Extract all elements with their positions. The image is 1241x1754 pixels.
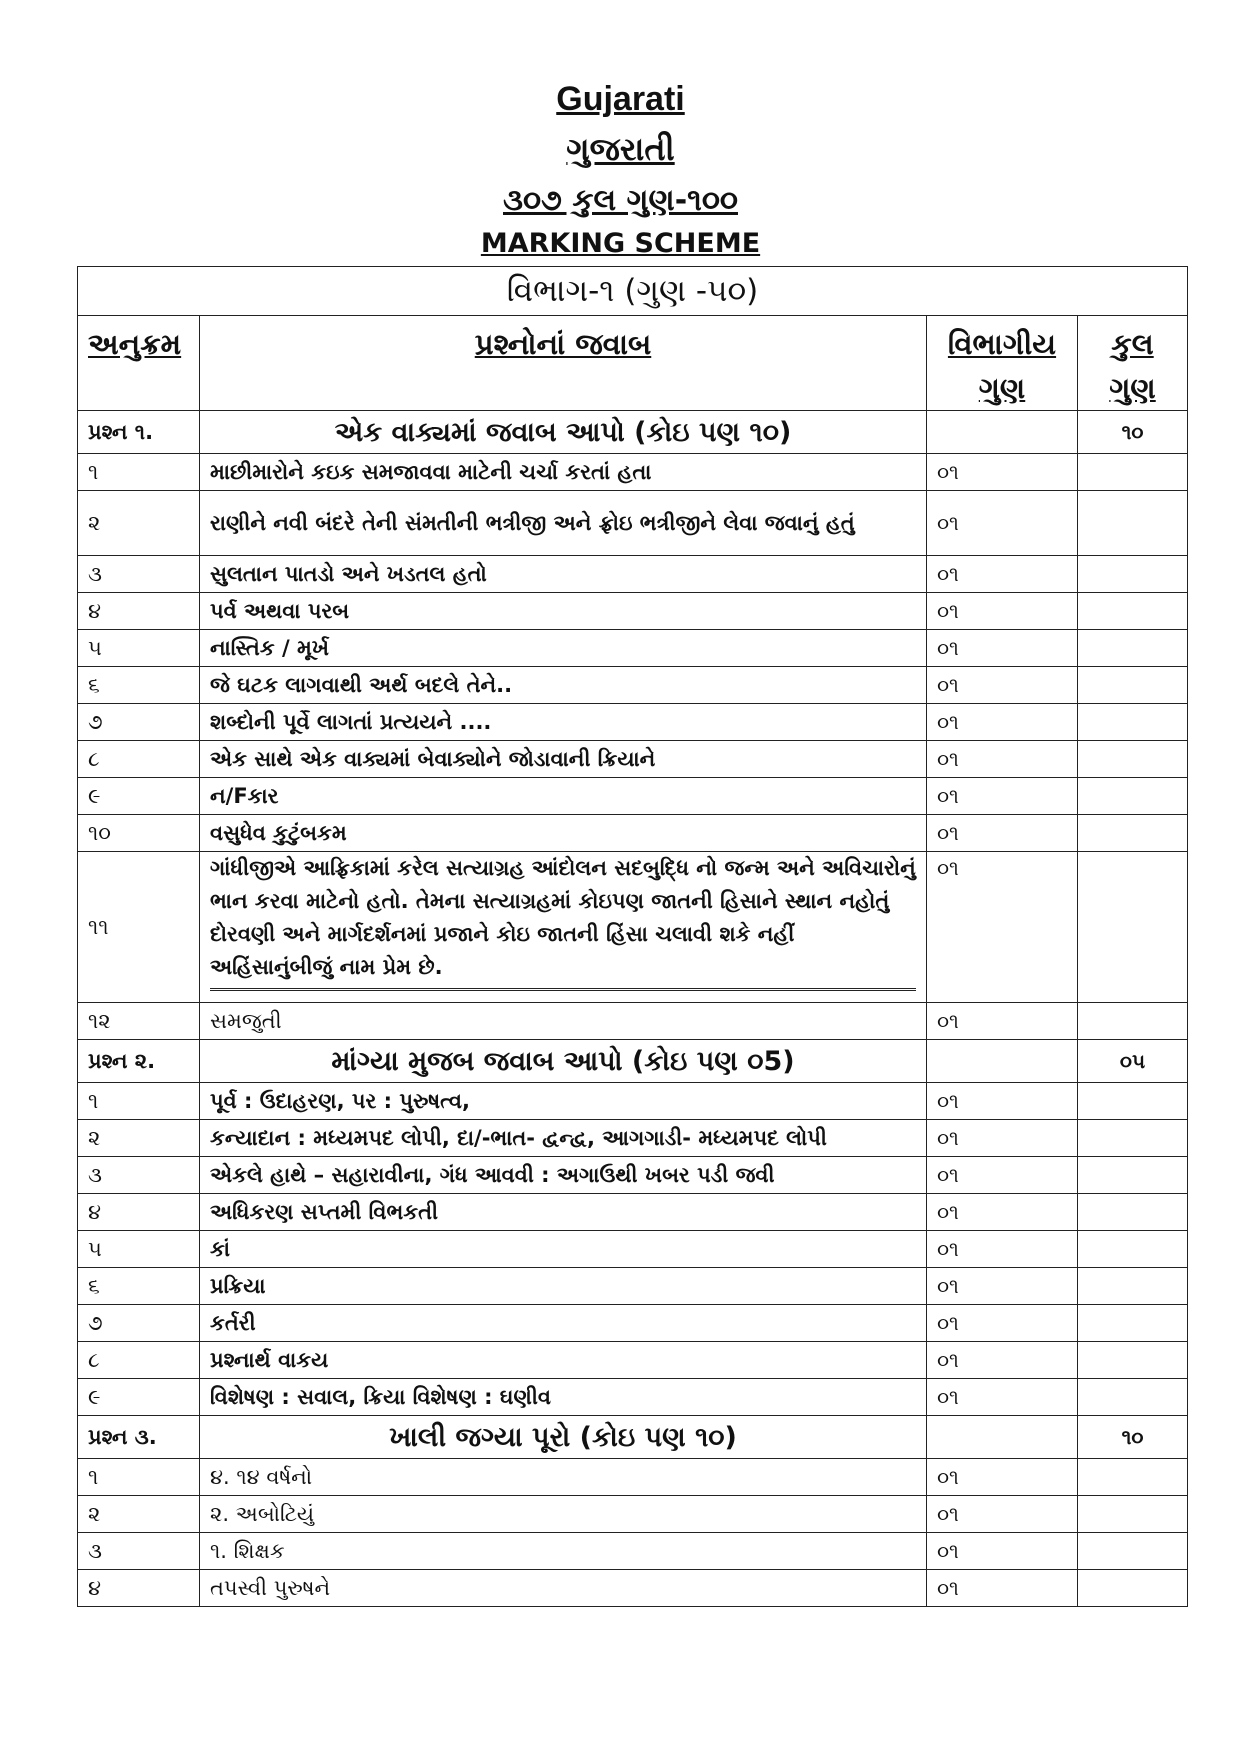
question-header-row: [78, 411, 1188, 454]
row-answer: પ્રક્રિયા: [200, 1268, 927, 1305]
row-answer: વસુધેવ કુટુંબકમ: [200, 815, 927, 852]
table-row: [78, 1305, 1188, 1342]
row-number: ૭: [78, 1305, 200, 1342]
question-header-row: [78, 1040, 1188, 1083]
row-number: ૧૨: [78, 1003, 200, 1040]
row-total-marks-empty: [1078, 1459, 1188, 1496]
table-row: [78, 593, 1188, 630]
row-total-marks-empty: [1078, 1157, 1188, 1194]
table-row: [78, 1194, 1188, 1231]
row-answer: સુલતાન પાતડો અને ખડતલ હતો: [200, 556, 927, 593]
row-total-marks-empty: [1078, 778, 1188, 815]
row-answer: પૂર્વ : ઉદાહરણ, પર : પુરુષત્વ,: [200, 1083, 927, 1120]
question-label: પ્રશ્ન ૨.: [78, 1040, 200, 1083]
row-number: ૨: [78, 491, 200, 556]
row-number: ૬: [78, 667, 200, 704]
row-answer: વિશેષણ : સવાલ, ક્રિયા વિશેષણ : ઘણીવ: [200, 1379, 927, 1416]
row-section-marks: ૦૧: [927, 667, 1078, 704]
row-answer: નાસ્તિક / મૂર્ખ: [200, 630, 927, 667]
row-section-marks: ૦૧: [927, 1342, 1078, 1379]
table-row: [78, 667, 1188, 704]
title-gujarati: ગુજરાતી: [566, 130, 675, 168]
row-total-marks-empty: [1078, 454, 1188, 491]
column-serial: અનુક્રમ: [78, 316, 200, 411]
row-section-marks: ૦૧: [927, 1003, 1078, 1040]
table-row: [78, 741, 1188, 778]
table-row: [78, 1533, 1188, 1570]
row-section-marks: ૦૧: [927, 704, 1078, 741]
table-row: [78, 704, 1188, 741]
row-total-marks-empty: [1078, 1496, 1188, 1533]
row-number: ૪: [78, 1194, 200, 1231]
table-row: [78, 630, 1188, 667]
row-answer: સમજુતી: [200, 1003, 927, 1040]
question-section-marks-empty: [927, 1416, 1078, 1459]
question-header-row: [78, 1416, 1188, 1459]
row-total-marks-empty: [1078, 815, 1188, 852]
marking-table: [77, 266, 1188, 1607]
row-total-marks-empty: [1078, 704, 1188, 741]
row-number: ૧: [78, 454, 200, 491]
column-answers: પ્રશ્નોનાં જવાબ: [200, 316, 927, 411]
row-total-marks-empty: [1078, 1194, 1188, 1231]
row-number: ૧૧: [78, 852, 200, 1003]
row-answer: ન/Fકાર: [200, 778, 927, 815]
row-total-marks-empty: [1078, 1305, 1188, 1342]
question-title: ખાલી જગ્યા પૂરો (કોઇ પણ ૧૦): [200, 1416, 927, 1459]
row-answer: એક સાથે એક વાક્યમાં બેવાક્યોને જોડાવાની ક્રિયાને: [200, 741, 927, 778]
question-total-marks: ૧૦: [1078, 411, 1188, 454]
table-row: [78, 1379, 1188, 1416]
row-number: ૯: [78, 1379, 200, 1416]
row-total-marks-empty: [1078, 630, 1188, 667]
row-section-marks: ૦૧: [927, 630, 1078, 667]
table-row: [78, 1570, 1188, 1607]
row-section-marks: ૦૧: [927, 1083, 1078, 1120]
row-section-marks: ૦૧: [927, 1231, 1078, 1268]
row-total-marks-empty: [1078, 593, 1188, 630]
row-total-marks-empty: [1078, 667, 1188, 704]
row-answer: જે ઘટક લાગવાથી અર્થ બદલે તેને..: [200, 667, 927, 704]
row-total-marks-empty: [1078, 1379, 1188, 1416]
row-answer: પર્વ અથવા પરબ: [200, 593, 927, 630]
question-section-marks-empty: [927, 1040, 1078, 1083]
row-number: ૮: [78, 741, 200, 778]
row-answer: ૧. શિક્ષક: [200, 1533, 927, 1570]
row-answer: શબ્દોની પૂર્વે લાગતાં પ્રત્યયને ....: [200, 704, 927, 741]
row-total-marks-empty: [1078, 1120, 1188, 1157]
table-row: [78, 556, 1188, 593]
row-number: ૩: [78, 1157, 200, 1194]
row-total-marks-empty: [1078, 1083, 1188, 1120]
row-answer: કાં: [200, 1231, 927, 1268]
row-total-marks-empty: [1078, 1570, 1188, 1607]
row-section-marks: ૦૧: [927, 556, 1078, 593]
row-section-marks: ૦૧: [927, 1496, 1078, 1533]
row-number: ૪: [78, 1570, 200, 1607]
table-row: [78, 1120, 1188, 1157]
row-total-marks-empty: [1078, 1533, 1188, 1570]
column-section-marks: વિભાગીય ગુણ: [927, 316, 1078, 411]
question-title: એક વાક્યમાં જવાબ આપો (કોઇ પણ ૧૦): [200, 411, 927, 454]
subject-code-marks: ૩૦૭ કુલ ગુણ-૧૦૦: [503, 183, 738, 218]
row-section-marks: ૦૧: [927, 1459, 1078, 1496]
row-section-marks: ૦૧: [927, 1194, 1078, 1231]
row-section-marks: ૦૧: [927, 454, 1078, 491]
table-row: [78, 1342, 1188, 1379]
table-row: [78, 1083, 1188, 1120]
row-answer: અધિકરણ સપ્તમી વિભકતી: [200, 1194, 927, 1231]
row-total-marks-empty: [1078, 556, 1188, 593]
question-total-marks: ૦૫: [1078, 1040, 1188, 1083]
table-row: [78, 1459, 1188, 1496]
row-section-marks: ૦૧: [927, 1157, 1078, 1194]
row-section-marks: ૦૧: [927, 491, 1078, 556]
row-section-marks: ૦૧: [927, 1533, 1078, 1570]
row-section-marks: ૦૧: [927, 778, 1078, 815]
row-section-marks: ૦૧: [927, 593, 1078, 630]
row-answer: પ્રશ્નાર્થ વાકય: [200, 1342, 927, 1379]
question-section-marks-empty: [927, 411, 1078, 454]
row-total-marks-empty: [1078, 1268, 1188, 1305]
row-number: ૯: [78, 778, 200, 815]
row-number: ૧: [78, 1459, 200, 1496]
row-total-marks-empty: [1078, 1003, 1188, 1040]
row-section-marks: ૦૧: [927, 1570, 1078, 1607]
row-section-marks: ૦૧: [927, 1120, 1078, 1157]
question-title: માંગ્યા મુજબ જવાબ આપો (કોઇ પણ ૦5): [200, 1040, 927, 1083]
row-answer: કન્યાદાન : મધ્યમપદ લોપી, દા/-ભાત- દ્વન્દ્વ, આગગાડી- મધ્યમપદ લોપી: [200, 1120, 927, 1157]
row-answer-text: ગાંધીજીએ આફ્રિકામાં કરેલ સત્યાગ્રહ આંદોલન સદબુદ્ધિ નો જન્મ અને અવિચારોનું ભાન કરવા માટેનો હતો. તેમના સત્યાગ્રહમાં કોઇપણ જાતની હિસાને સ્થાન નહોતું દોરવણી અને માર્ગદર્શનમાં પ્રજાને કોઇ જાતની હિંસા ચલાવી શકે નહીં અહિંસાનુંબીજું નામ પ્રેમ છે.: [210, 852, 916, 991]
row-answer: [200, 852, 927, 1003]
row-total-marks-empty: [1078, 852, 1188, 1003]
marking-scheme-heading: MARKING SCHEME: [480, 228, 761, 259]
row-number: ૩: [78, 1533, 200, 1570]
row-number: ૩: [78, 556, 200, 593]
row-section-marks: ૦૧: [927, 852, 1078, 1003]
row-number: ૬: [78, 1268, 200, 1305]
row-number: ૧૦: [78, 815, 200, 852]
row-number: ૭: [78, 704, 200, 741]
row-number: ૨: [78, 1496, 200, 1533]
table-row: [78, 454, 1188, 491]
row-section-marks: ૦૧: [927, 1305, 1078, 1342]
row-answer: તપસ્વી પુરુષને: [200, 1570, 927, 1607]
row-number: ૫: [78, 630, 200, 667]
row-section-marks: ૦૧: [927, 741, 1078, 778]
row-number: ૨: [78, 1120, 200, 1157]
row-number: ૪: [78, 593, 200, 630]
section-heading: વિભાગ-૧ (ગુણ -૫૦): [78, 267, 1188, 316]
table-row: [78, 1231, 1188, 1268]
table-row: [78, 1496, 1188, 1533]
question-label: પ્રશ્ન ૧.: [78, 411, 200, 454]
table-row: [78, 815, 1188, 852]
question-total-marks: ૧૦: [1078, 1416, 1188, 1459]
column-total-marks: કુલ ગુણ: [1078, 316, 1188, 411]
table-row: [78, 852, 1188, 1003]
row-total-marks-empty: [1078, 1342, 1188, 1379]
row-section-marks: ૦૧: [927, 815, 1078, 852]
row-total-marks-empty: [1078, 1231, 1188, 1268]
table-row: [78, 491, 1188, 556]
row-answer: એકલે હાથે – સહારાવીના, ગંધ આવવી : અગાઉથી ખબર પડી જવી: [200, 1157, 927, 1194]
row-total-marks-empty: [1078, 741, 1188, 778]
title-english: Gujarati: [556, 80, 685, 118]
row-total-marks-empty: [1078, 491, 1188, 556]
table-row: [78, 1003, 1188, 1040]
question-label: પ્રશ્ન ૩.: [78, 1416, 200, 1459]
row-answer: રાણીને નવી બંદરે તેની સંમતીની ભત્રીજી અને ફ્રોઇ ભત્રીજીને લેવા જવાનું હતું: [200, 491, 927, 556]
row-section-marks: ૦૧: [927, 1379, 1078, 1416]
row-number: ૫: [78, 1231, 200, 1268]
row-answer: કર્તરી: [200, 1305, 927, 1342]
row-number: ૧: [78, 1083, 200, 1120]
row-number: ૮: [78, 1342, 200, 1379]
row-answer: ૪. ૧૪ વર્ષનો: [200, 1459, 927, 1496]
row-answer: માછીમારોને કઇક સમજાવવા માટેની ચર્ચા કરતાં હતા: [200, 454, 927, 491]
table-row: [78, 1157, 1188, 1194]
row-answer: ૨. અબોટિયું: [200, 1496, 927, 1533]
row-section-marks: ૦૧: [927, 1268, 1078, 1305]
table-row: [78, 1268, 1188, 1305]
table-row: [78, 778, 1188, 815]
